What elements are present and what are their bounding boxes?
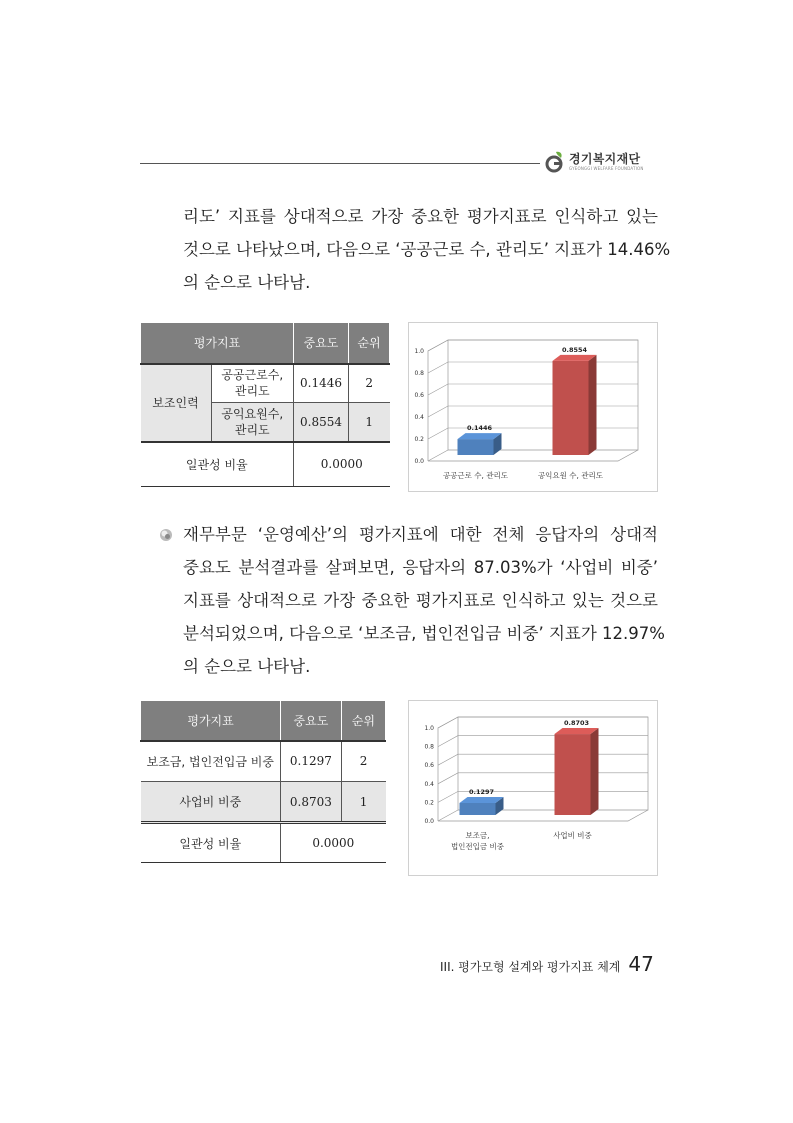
importance-value: 0.8554 <box>294 403 349 442</box>
bar-side <box>589 355 597 455</box>
y-tick-label: 0.8 <box>424 743 434 751</box>
col-header-indicator: 평가지표 <box>141 323 294 364</box>
paragraph-line: 의 순으로 나타남. <box>183 273 311 292</box>
indicator-label: 사업비 비중 <box>141 782 281 823</box>
col-header-rank: 순위 <box>341 701 385 741</box>
y-tick-label: 1.0 <box>414 348 424 355</box>
bar-side <box>591 728 599 815</box>
importance-chart-2 <box>408 700 658 880</box>
paragraph-line: 분석되었으며, 다음으로 ‘보조금, 법인전입금 비중’ 지표가 12.97% <box>183 624 665 643</box>
logo-subtitle: GYEONGGI WELFARE FOUNDATION <box>569 166 644 171</box>
category-label: 보조금, <box>465 831 490 840</box>
y-tick-label: 0.6 <box>414 392 424 399</box>
y-tick-label: 0.2 <box>414 436 424 443</box>
paragraph-1 <box>183 200 671 299</box>
indicator-label: 공공근로수, 관리도 <box>211 364 294 403</box>
importance-table-1 <box>140 322 390 487</box>
data-label: 0.1446 <box>466 424 493 433</box>
category-label: 법인전입금 비중 <box>450 842 505 851</box>
y-tick-label: 0.8 <box>414 370 424 377</box>
consistency-label: 일관성 비율 <box>141 442 294 487</box>
rank-value: 1 <box>349 403 390 442</box>
importance-value: 0.8703 <box>281 782 342 823</box>
y-tick-label: 0.4 <box>414 414 424 421</box>
paragraph-2 <box>183 518 665 683</box>
consistency-value: 0.0000 <box>281 823 386 863</box>
importance-value: 0.1297 <box>281 741 342 782</box>
rank-value: 2 <box>341 741 385 782</box>
col-header-importance: 중요도 <box>281 701 342 741</box>
foundation-logo <box>545 150 644 174</box>
paragraph-line: 것으로 나타났으며, 다음으로 ‘공공근로 수, 관리도’ 지표가 14.46% <box>183 240 671 259</box>
chart-frame <box>409 701 658 876</box>
bar-front <box>460 803 496 815</box>
paragraph-line: 의 순으로 나타남. <box>183 657 311 676</box>
y-tick-label: 0.0 <box>424 818 434 825</box>
importance-value: 0.1446 <box>294 364 349 403</box>
importance-chart-1 <box>408 322 658 496</box>
y-tick-label: 0.2 <box>424 799 434 807</box>
bullet-icon <box>158 527 174 543</box>
y-tick-label: 1.0 <box>424 725 434 732</box>
data-label: 0.8554 <box>561 345 588 354</box>
rank-value: 1 <box>341 782 385 823</box>
paragraph-line: 지표를 상대적으로 가장 중요한 평가지표로 인식하고 있는 것으로 <box>183 591 658 610</box>
paragraph-line: 리도’ 지표를 상대적으로 가장 중요한 평가지표로 인식하고 있는 <box>183 207 658 226</box>
category-label: 공익요원 수, 관리도 <box>537 471 604 480</box>
logo-mark-icon <box>545 150 565 174</box>
section-title: III. 평가모형 설계와 평가지표 체계 <box>440 960 621 974</box>
rank-value: 2 <box>349 364 390 403</box>
bar-front <box>555 734 591 815</box>
paragraph-line: 재무부문 ‘운영예산’의 평가지표에 대한 전체 응답자의 상대적 <box>183 525 658 544</box>
y-tick-label: 0.4 <box>424 780 434 788</box>
logo-name: 경기복지재단 <box>569 152 641 166</box>
consistency-label: 일관성 비율 <box>141 823 281 863</box>
data-label: 0.8703 <box>563 719 590 728</box>
category-label: 사업비 비중 <box>553 831 592 840</box>
col-header-rank: 순위 <box>349 323 390 364</box>
col-header-indicator: 평가지표 <box>141 701 281 741</box>
data-label: 0.1297 <box>468 787 495 796</box>
importance-table-2 <box>140 700 386 863</box>
col-header-importance: 중요도 <box>294 323 349 364</box>
consistency-value: 0.0000 <box>294 442 390 487</box>
header-rule <box>140 163 540 164</box>
group-label: 보조인력 <box>141 364 212 442</box>
paragraph-line: 중요도 분석결과를 살펴보면, 응답자의 87.03%가 ‘사업비 비중’ <box>183 558 658 577</box>
indicator-label: 공익요원수, 관리도 <box>211 403 294 442</box>
bar-front <box>458 439 494 455</box>
page-number: 47 <box>628 952 654 976</box>
y-tick-label: 0.6 <box>424 762 434 770</box>
indicator-label: 보조금, 법인전입금 비중 <box>141 741 281 782</box>
category-label: 공공근로 수, 관리도 <box>442 471 509 480</box>
y-tick-label: 0.0 <box>414 458 424 465</box>
page-footer <box>440 952 654 976</box>
bar-front <box>553 361 589 455</box>
